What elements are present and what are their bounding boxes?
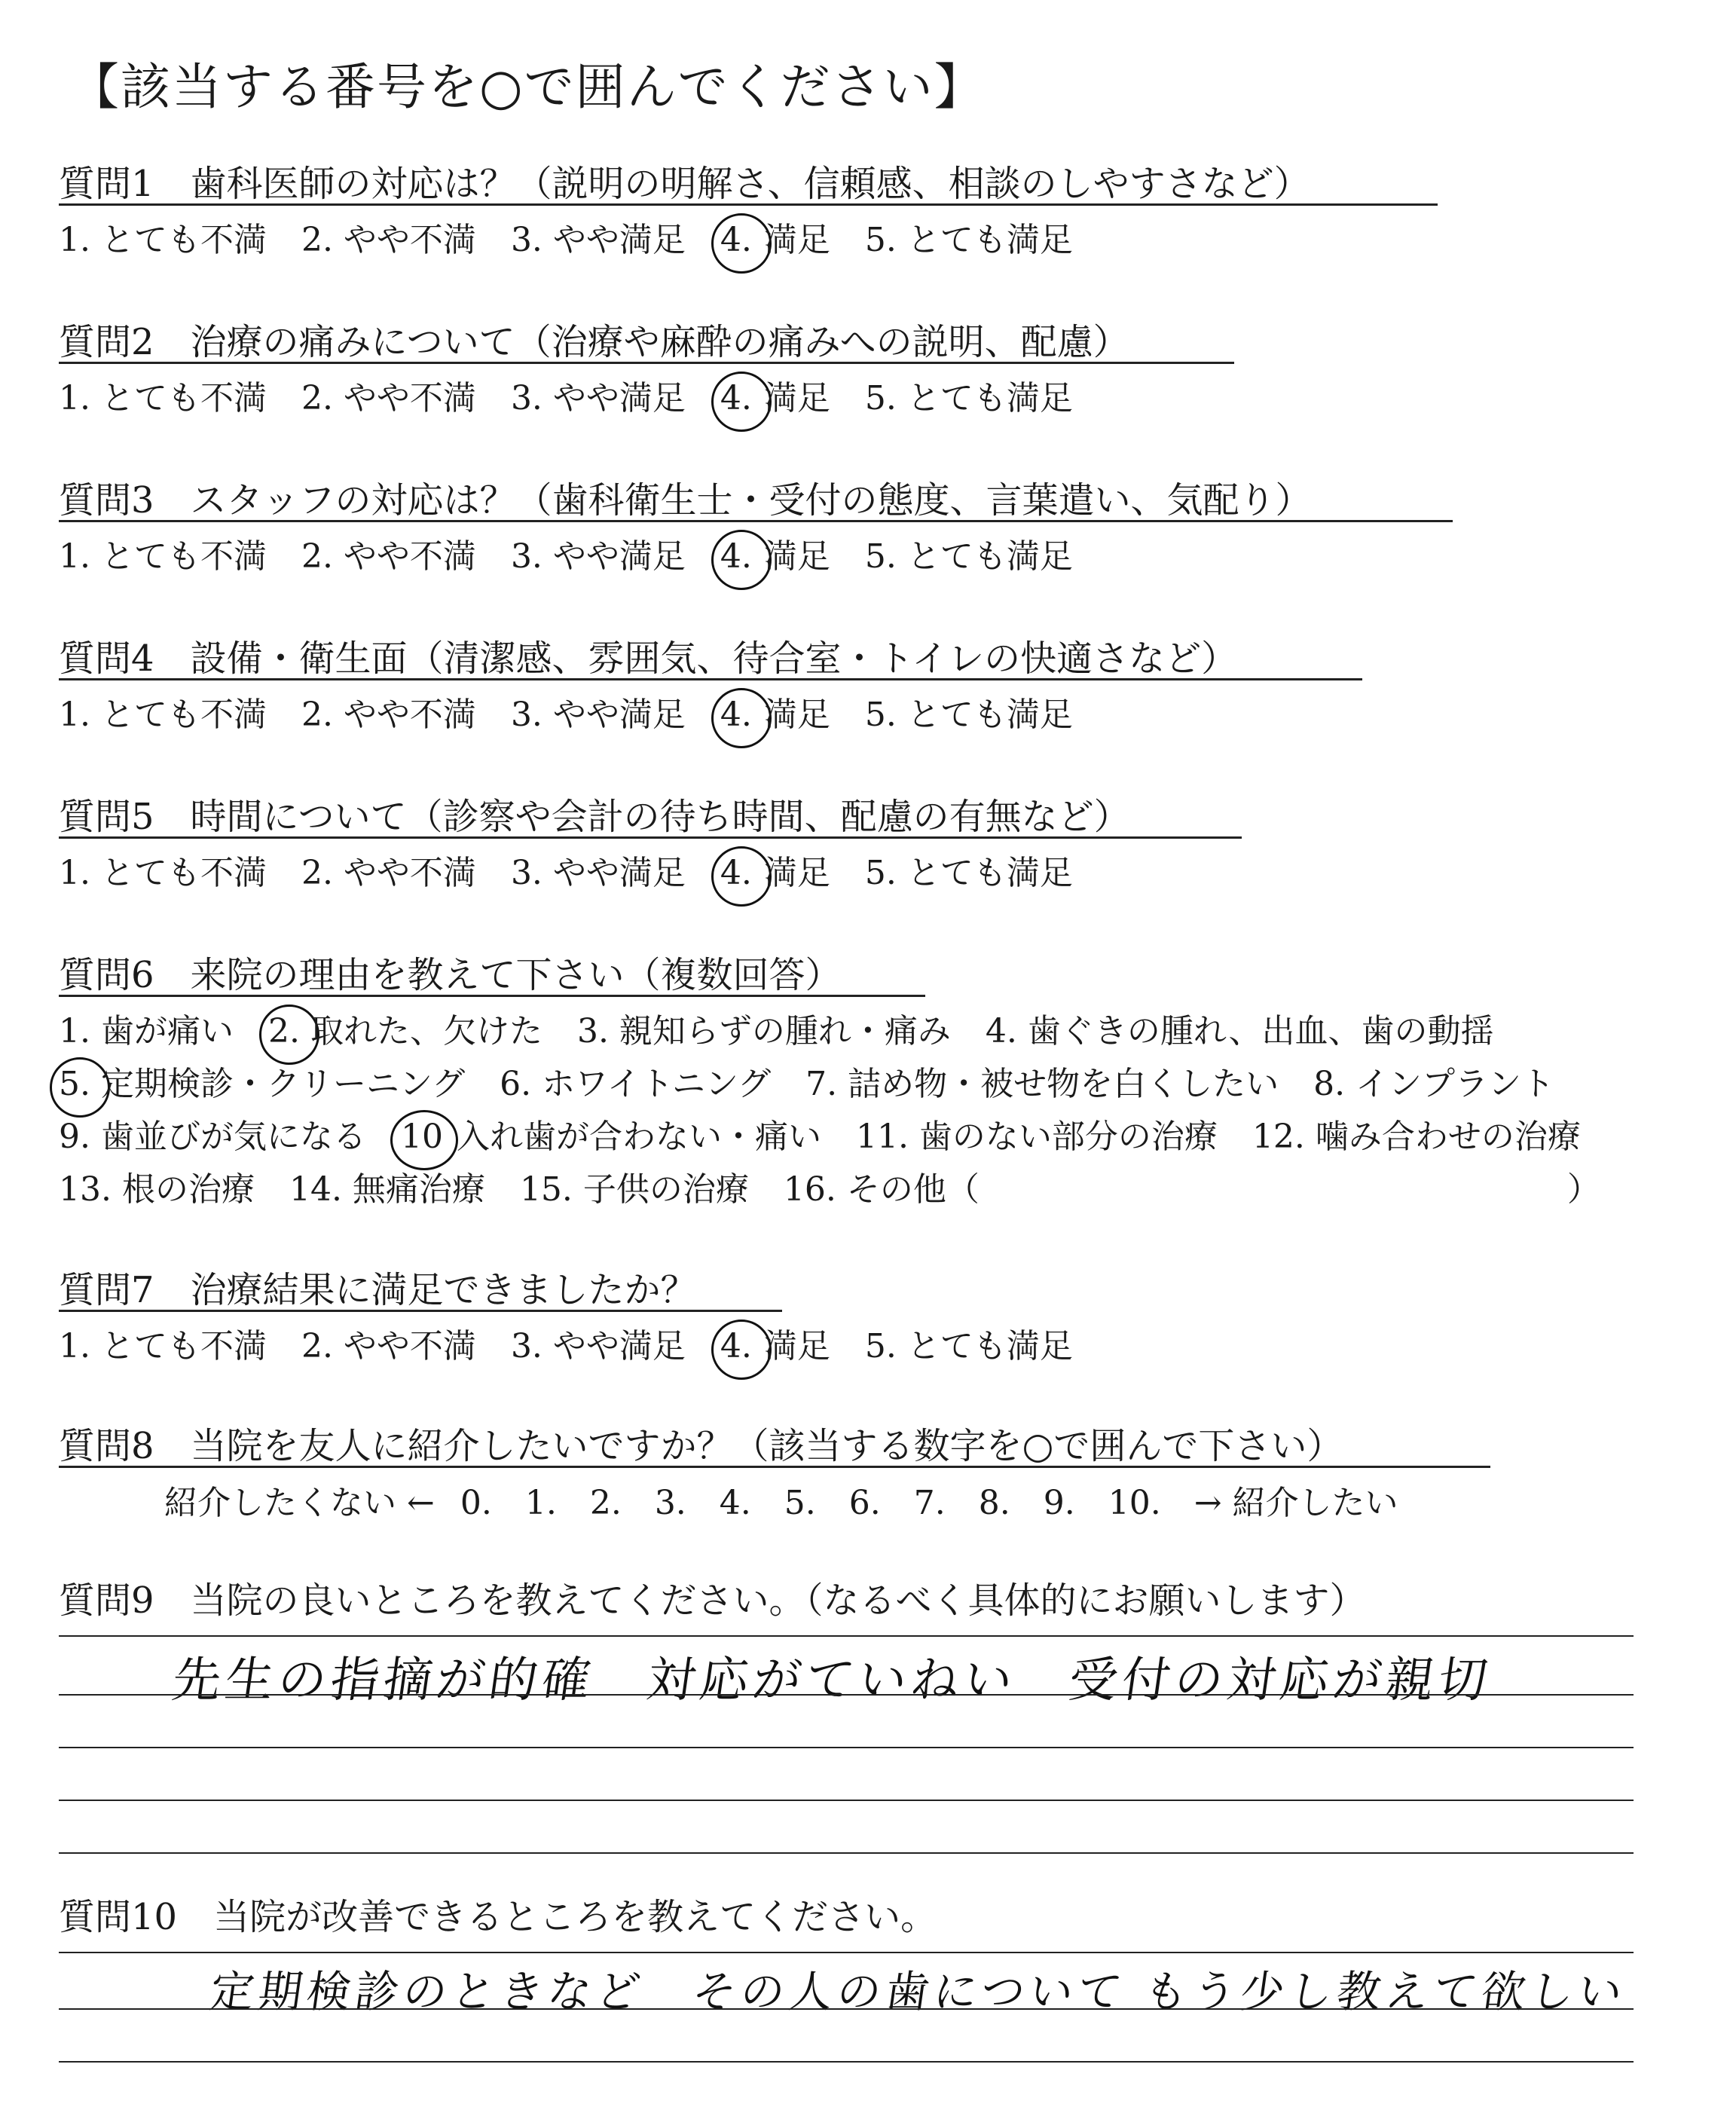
option-1[interactable]: 1. とても不満 bbox=[59, 379, 267, 417]
reason-5-selected[interactable]: 5. bbox=[59, 1065, 90, 1103]
answer-line bbox=[59, 1747, 1634, 1748]
question-9-number: 質問9 bbox=[59, 1579, 154, 1622]
option-4-selected[interactable]: 4. bbox=[720, 221, 752, 259]
scale-value-4[interactable]: 4. bbox=[719, 1484, 751, 1522]
option-4-selected[interactable]: 4. bbox=[720, 696, 752, 734]
question-2-text: 治療の痛みについて（治療や麻酔の痛みへの説明、配慮） bbox=[190, 321, 1129, 363]
question-4-number: 質問4 bbox=[59, 638, 154, 680]
reason-7[interactable]: 7. 詰め物・被せ物を白くしたい bbox=[805, 1065, 1279, 1103]
option-5[interactable]: 5. とても満足 bbox=[864, 1327, 1073, 1365]
option-5[interactable]: 5. とても満足 bbox=[864, 379, 1073, 417]
question-10 bbox=[59, 1888, 937, 1940]
question-8-underline bbox=[59, 1466, 1490, 1468]
option-3[interactable]: 3. やや満足 bbox=[510, 379, 686, 417]
option-5[interactable]: 5. とても満足 bbox=[864, 696, 1073, 734]
reason-10-label: 入れ歯が合わない・痛い bbox=[456, 1118, 821, 1156]
question-8 bbox=[59, 1417, 1343, 1469]
option-4-label: 満足 bbox=[763, 537, 830, 576]
recommend-scale bbox=[164, 1475, 1424, 1524]
option-3[interactable]: 3. やや満足 bbox=[510, 537, 686, 576]
answer-line bbox=[59, 1635, 1634, 1637]
question-4-options bbox=[59, 687, 1108, 735]
question-6 bbox=[59, 946, 842, 998]
question-6-text: 来院の理由を教えて下さい（複数回答） bbox=[190, 954, 842, 996]
question-10-answer[interactable]: 定期検診のときなど その人の歯について もう少し教えて欲しい bbox=[206, 1966, 1631, 2017]
option-2[interactable]: 2. やや不満 bbox=[301, 1327, 476, 1365]
reason-1[interactable]: 1. 歯が痛い bbox=[59, 1012, 234, 1050]
reason-3[interactable]: 3. 親知らずの腫れ・痛み bbox=[576, 1012, 951, 1050]
scale-value-9[interactable]: 9. bbox=[1043, 1484, 1075, 1522]
option-5[interactable]: 5. とても満足 bbox=[864, 854, 1073, 892]
question-5-number: 質問5 bbox=[59, 796, 154, 838]
answer-line bbox=[59, 1952, 1634, 1953]
question-4-underline bbox=[59, 678, 1362, 680]
answer-line bbox=[59, 1852, 1634, 1854]
answer-line bbox=[59, 1800, 1634, 1801]
question-7 bbox=[59, 1261, 697, 1313]
reason-6[interactable]: 6. ホワイトニング bbox=[500, 1065, 772, 1103]
question-6-number: 質問6 bbox=[59, 954, 154, 996]
option-1[interactable]: 1. とても不満 bbox=[59, 696, 267, 734]
scale-left-label: 紹介したくない ← bbox=[164, 1484, 435, 1522]
question-10-text: 当院が改善できるところを教えてください。 bbox=[213, 1896, 937, 1938]
option-3[interactable]: 3. やや満足 bbox=[510, 221, 686, 259]
question-5-options bbox=[59, 846, 1108, 894]
reason-12[interactable]: 12. 噛み合わせの治療 bbox=[1252, 1118, 1581, 1156]
question-8-text: 当院を友人に紹介したいですか？（該当する数字を○で囲んで下さい） bbox=[190, 1425, 1343, 1467]
option-2[interactable]: 2. やや不満 bbox=[301, 221, 476, 259]
scale-value-0[interactable]: 0. bbox=[460, 1484, 492, 1522]
option-1[interactable]: 1. とても不満 bbox=[59, 221, 267, 259]
question-3-options bbox=[59, 529, 1108, 577]
question-6-underline bbox=[59, 995, 925, 997]
option-1[interactable]: 1. とても不満 bbox=[59, 537, 267, 576]
option-4-selected[interactable]: 4. bbox=[720, 537, 752, 576]
question-3-underline bbox=[59, 520, 1453, 522]
question-6-options-row-2 bbox=[59, 1057, 1589, 1105]
question-7-options bbox=[59, 1319, 1108, 1367]
option-3[interactable]: 3. やや満足 bbox=[510, 854, 686, 892]
option-1[interactable]: 1. とても不満 bbox=[59, 854, 267, 892]
reason-16[interactable]: 16. その他（ bbox=[783, 1170, 980, 1209]
option-4-label: 満足 bbox=[763, 379, 830, 417]
option-5[interactable]: 5. とても満足 bbox=[864, 221, 1073, 259]
scale-value-7[interactable]: 7. bbox=[913, 1484, 946, 1522]
question-1 bbox=[59, 154, 1310, 206]
question-3-number: 質問3 bbox=[59, 479, 154, 521]
question-2-underline bbox=[59, 362, 1234, 364]
scale-right-label: → 紹介したい bbox=[1194, 1484, 1398, 1522]
reason-13[interactable]: 13. 根の治療 bbox=[59, 1170, 255, 1209]
reason-9[interactable]: 9. 歯並びが気になる bbox=[59, 1118, 366, 1156]
option-3[interactable]: 3. やや満足 bbox=[510, 696, 686, 734]
question-5 bbox=[59, 787, 1130, 839]
question-2-number: 質問2 bbox=[59, 321, 154, 363]
option-4-label: 満足 bbox=[763, 854, 830, 892]
question-6-options-row-3 bbox=[59, 1109, 1615, 1157]
option-1[interactable]: 1. とても不満 bbox=[59, 1327, 267, 1365]
question-9-text: 当院の良いところを教えてください。（なるべく具体的にお願いします） bbox=[190, 1579, 1366, 1622]
reason-4[interactable]: 4. 歯ぐきの腫れ、出血、歯の動揺 bbox=[985, 1012, 1494, 1050]
option-4-selected[interactable]: 4. bbox=[720, 379, 752, 417]
question-2-options bbox=[59, 371, 1108, 419]
question-10-number: 質問10 bbox=[59, 1896, 178, 1938]
form-title: 【該当する番号を○で囲んでください】 bbox=[69, 58, 986, 116]
question-1-number: 質問1 bbox=[59, 163, 154, 205]
option-2[interactable]: 2. やや不満 bbox=[301, 537, 476, 576]
reason-2-selected[interactable]: 2. bbox=[267, 1012, 300, 1050]
question-1-underline bbox=[59, 203, 1438, 206]
option-4-selected[interactable]: 4. bbox=[720, 1327, 752, 1365]
option-4-label: 満足 bbox=[763, 221, 830, 259]
scale-value-6[interactable]: 6. bbox=[848, 1484, 881, 1522]
reason-14[interactable]: 14. 無痛治療 bbox=[289, 1170, 485, 1209]
question-5-underline bbox=[59, 836, 1242, 839]
question-4 bbox=[59, 629, 1237, 681]
reason-5-label: 定期検診・クリーニング bbox=[100, 1065, 466, 1103]
option-3[interactable]: 3. やや満足 bbox=[510, 1327, 686, 1365]
question-4-text: 設備・衛生面（清潔感、雰囲気、待合室・トイレの快適さなど） bbox=[190, 638, 1238, 680]
reason-15[interactable]: 15. 子供の治療 bbox=[519, 1170, 749, 1209]
reason-11[interactable]: 11. 歯のない部分の治療 bbox=[855, 1118, 1218, 1156]
question-9 bbox=[59, 1571, 1366, 1623]
reason-8[interactable]: 8. インプラント bbox=[1313, 1065, 1555, 1103]
question-9-answer[interactable]: 先生の指摘が的確 対応がていねい 受付の対応が親切 bbox=[168, 1653, 1496, 1708]
option-2[interactable]: 2. やや不満 bbox=[301, 854, 476, 892]
option-2[interactable]: 2. やや不満 bbox=[301, 379, 476, 417]
scale-value-3[interactable]: 3. bbox=[654, 1484, 686, 1522]
reason-16-close: ） bbox=[1566, 1170, 1600, 1209]
reason-2-label: 取れた、欠けた bbox=[310, 1012, 542, 1050]
question-2 bbox=[59, 313, 1129, 365]
question-6-options-row-4 bbox=[59, 1162, 1635, 1210]
question-1-text: 歯科医師の対応は？（説明の明解さ、信頼感、相談のしやすさなど） bbox=[190, 163, 1310, 205]
question-5-text: 時間について（診察や会計の待ち時間、配慮の有無など） bbox=[190, 796, 1130, 838]
scale-value-1[interactable]: 1. bbox=[524, 1484, 557, 1522]
question-1-options bbox=[59, 213, 1108, 261]
scale-value-10[interactable]: 10. bbox=[1108, 1484, 1161, 1522]
question-6-options-row-1 bbox=[59, 1004, 1529, 1052]
answer-line bbox=[59, 2008, 1634, 2010]
reason-10-selected[interactable]: 10 bbox=[400, 1118, 443, 1156]
option-2[interactable]: 2. やや不満 bbox=[301, 696, 476, 734]
scale-value-8[interactable]: 8. bbox=[978, 1484, 1010, 1522]
option-4-label: 満足 bbox=[763, 696, 830, 734]
scale-value-5[interactable]: 5. bbox=[784, 1484, 816, 1522]
answer-line bbox=[59, 1694, 1634, 1696]
option-4-label: 満足 bbox=[763, 1327, 830, 1365]
question-3-text: スタッフの対応は？（歯科衛生士・受付の態度、言葉遣い、気配り） bbox=[190, 479, 1312, 521]
question-7-underline bbox=[59, 1310, 782, 1312]
question-3 bbox=[59, 471, 1312, 523]
question-8-number: 質問8 bbox=[59, 1425, 154, 1467]
question-7-number: 質問7 bbox=[59, 1269, 154, 1311]
answer-line bbox=[59, 2061, 1634, 2063]
scale-value-2[interactable]: 2. bbox=[589, 1484, 622, 1522]
option-4-selected[interactable]: 4. bbox=[720, 854, 752, 892]
option-5[interactable]: 5. とても満足 bbox=[864, 537, 1073, 576]
question-7-text: 治療結果に満足できましたか？ bbox=[190, 1269, 697, 1311]
